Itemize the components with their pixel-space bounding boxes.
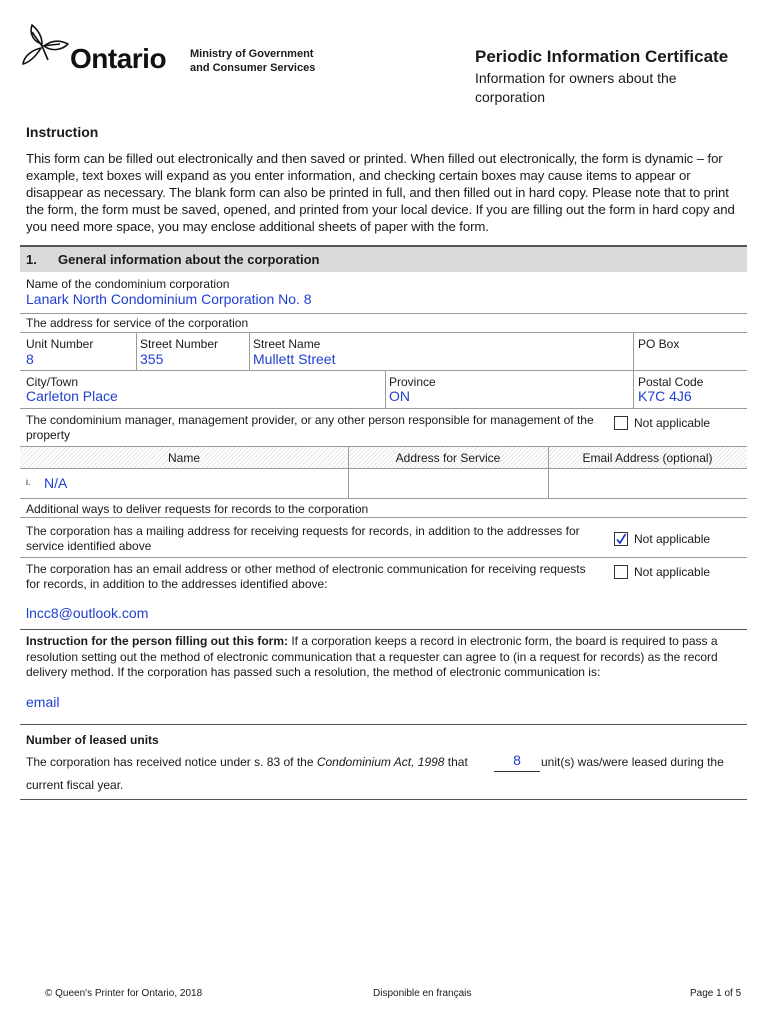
logo-text: Ontario xyxy=(70,43,167,74)
mailing-na-checkbox[interactable] xyxy=(614,532,628,546)
email-na-label: Not applicable xyxy=(634,565,711,579)
trillium-icon xyxy=(20,20,72,76)
instruction-delivery-body: If a corporation keeps a record in electronic form, the board is required to pass a resolution setting out the method of electronic communication that a requester can agree to (in a request for records) as the record delivery method. If the corporation has passed such a resolution, the method of electronic communication is: xyxy=(26,634,718,679)
leased-pre: The corporation has received notice under s. 83 of the xyxy=(26,755,317,769)
ministry-name: Ministry of Government and Consumer Services xyxy=(190,48,316,74)
leased-text-line2: current fiscal year. xyxy=(26,778,124,792)
street-number-label: Street Number xyxy=(140,337,219,351)
row-index: i. xyxy=(26,477,31,487)
corp-name-label: Name of the condominium corporation xyxy=(26,277,230,291)
manager-name-field[interactable]: N/A xyxy=(44,475,68,491)
po-box-label: PO Box xyxy=(638,337,680,351)
section-1-header xyxy=(20,245,747,272)
leased-post: unit(s) was/were leased during the xyxy=(541,755,724,769)
electronic-method-field[interactable]: email xyxy=(26,694,60,710)
street-number-field[interactable]: 355 xyxy=(140,351,164,367)
instruction-body: This form can be filled out electronically and then saved or printed. When filled out electronically, the form is dynamic – for example, text boxes will expand as you enter information, and checking certain boxes may cause items to appear or disappear as necessary. The blank form can also be printed in full, and then filled out in hard copy. Please note that to print the form, the form must be saved, opened, and printed from your local device. If you are filling out the form in hard copy and you need more space, you may enclose additional sheets of paper with the form. xyxy=(26,151,735,234)
unit-number-label: Unit Number xyxy=(26,337,94,351)
manager-na-checkbox[interactable] xyxy=(614,416,628,430)
instruction-delivery-bold: Instruction for the person filling out this form: xyxy=(26,634,288,648)
footer-copyright: © Queen's Printer for Ontario, 2018 xyxy=(45,988,203,999)
leased-heading: Number of leased units xyxy=(26,733,159,747)
leased-act: Condominium Act, 1998 xyxy=(316,755,445,769)
email-na-checkbox[interactable] xyxy=(614,565,628,579)
city-label: City/Town xyxy=(26,375,79,389)
ontario-logo xyxy=(20,20,170,76)
table-header-address: Address for Service xyxy=(395,451,501,465)
leased-units-field[interactable]: 8 xyxy=(494,752,540,772)
manager-text: The condominium manager, management provider, or any other person responsible for management of the property xyxy=(26,413,594,442)
table-header-email: Email Address (optional) xyxy=(582,451,713,465)
instruction-heading: Instruction xyxy=(26,124,99,140)
leased-mid: that xyxy=(444,755,468,769)
city-field[interactable]: Carleton Place xyxy=(26,388,118,404)
section-number: 1. xyxy=(26,252,37,267)
unit-number-field[interactable]: 8 xyxy=(26,351,34,367)
leased-text-line1 xyxy=(26,755,468,769)
table-row xyxy=(20,469,747,498)
checkmark-icon xyxy=(615,533,627,545)
additional-ways-label: Additional ways to deliver requests for records to the corporation xyxy=(26,502,369,516)
postal-code-field[interactable]: K7C 4J6 xyxy=(638,388,692,404)
corp-name-field[interactable]: Lanark North Condominium Corporation No. 8 xyxy=(26,291,312,307)
mailing-na-label: Not applicable xyxy=(634,532,711,546)
address-label: The address for service of the corporation xyxy=(26,316,249,330)
table-header-name: Name xyxy=(167,451,200,465)
postal-code-label: Postal Code xyxy=(638,375,704,389)
street-name-field[interactable]: Mullett Street xyxy=(253,351,336,367)
email-text: The corporation has an email address or other method of electronic communication for receiving requests for records, in addition to the addresses identified above: xyxy=(26,562,586,591)
footer-french: Disponible en français xyxy=(373,988,472,999)
form-title: Periodic Information Certificate xyxy=(475,47,729,66)
section-title: General information about the corporation xyxy=(58,252,320,267)
street-name-label: Street Name xyxy=(253,337,321,351)
mailing-text: The corporation has a mailing address for receiving requests for records, in addition to the addresses for service identified above xyxy=(26,524,580,553)
province-field[interactable]: ON xyxy=(389,388,410,404)
footer-page: Page 1 of 5 xyxy=(690,988,742,999)
email-address-field[interactable]: lncc8@outlook.com xyxy=(26,605,149,621)
province-label: Province xyxy=(389,375,436,389)
instruction-delivery xyxy=(26,634,744,681)
form-subtitle: Information for owners about the corporation xyxy=(475,70,677,105)
manager-na-label: Not applicable xyxy=(634,416,711,430)
